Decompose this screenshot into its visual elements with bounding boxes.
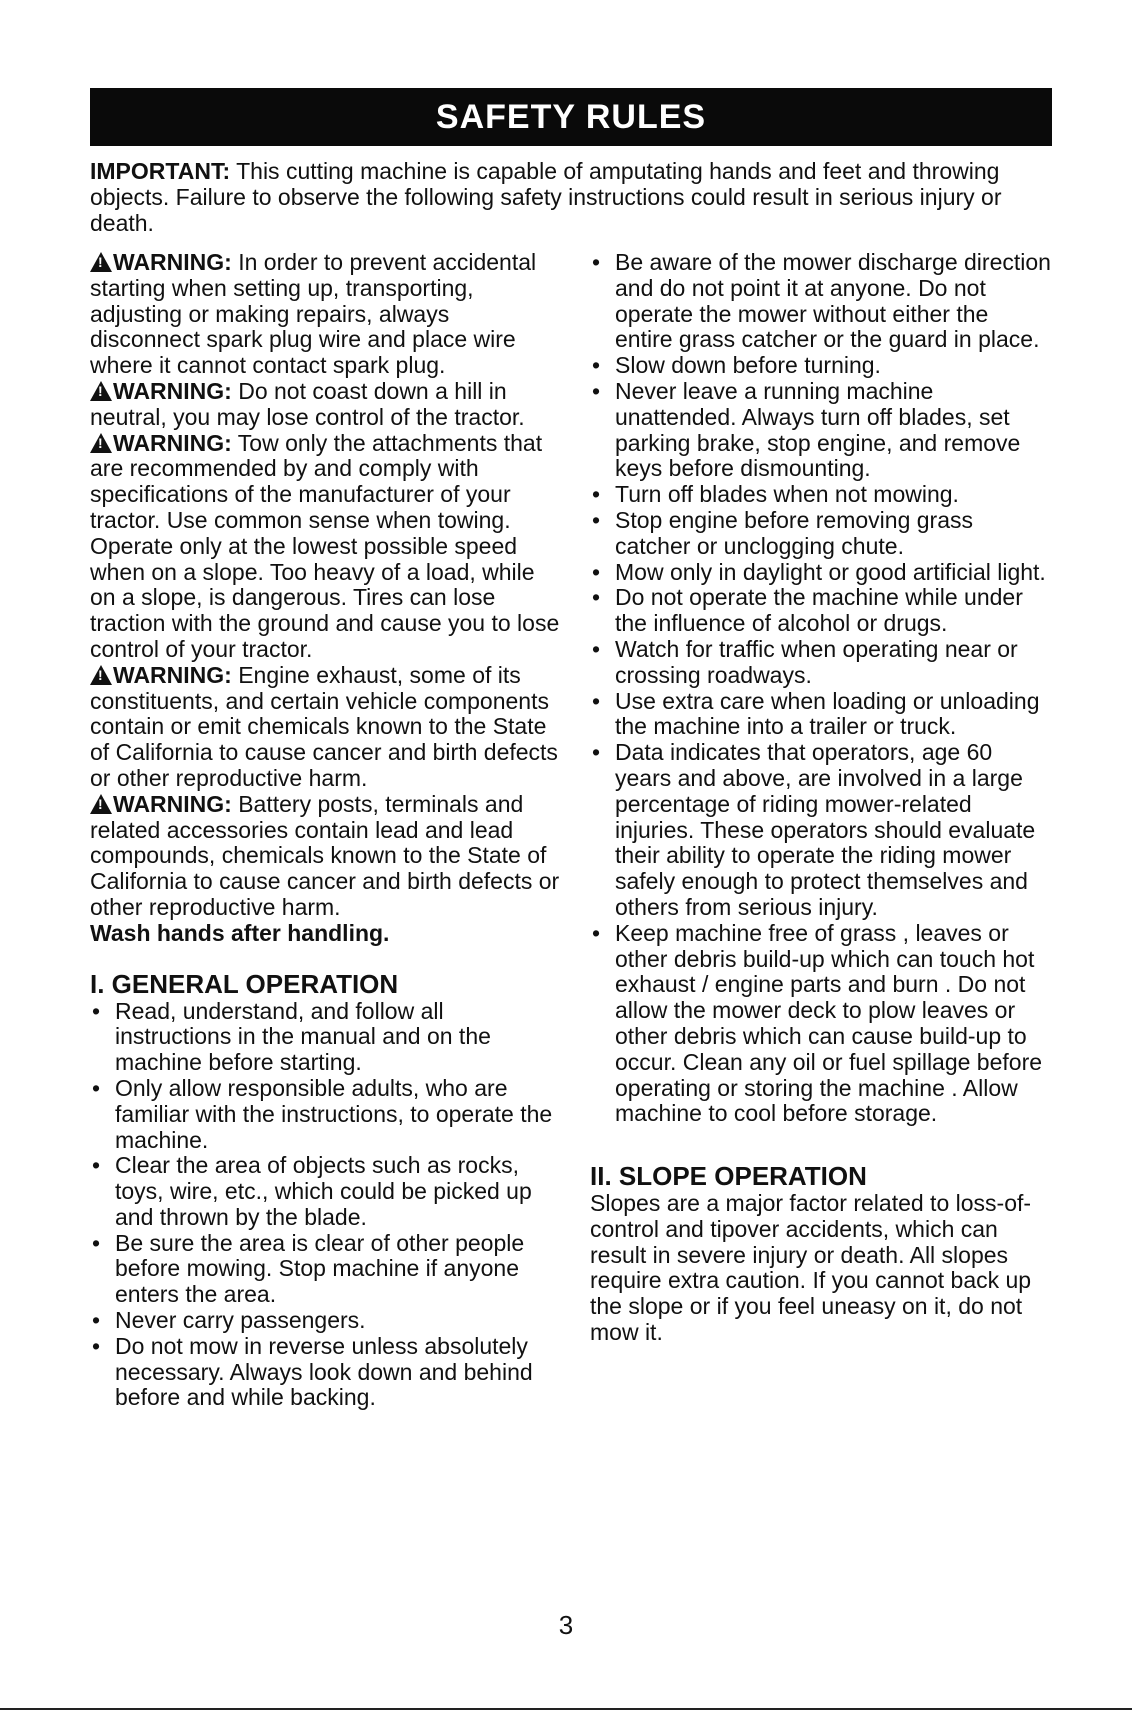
warning-triangle-icon	[90, 252, 112, 272]
warning-battery-lead	[90, 792, 560, 921]
list-item: • Only allow responsible adults, who are familiar with the instructions, to operate the machine.	[90, 1076, 560, 1153]
warning-text: Battery posts, terminals and related accessories contain lead and lead compounds, chemicals known to the State of California to cause cancer and birth defects or other reproductive harm.	[90, 790, 560, 920]
general-operation-list-left	[90, 999, 560, 1412]
warning-triangle-icon	[90, 794, 112, 814]
warning-text: Engine exhaust, some of its constituents, and certain vehicle components contain or emit chemicals known to the State of California to cause cancer and birth defects or other reproductive harm.	[90, 661, 558, 791]
slope-operation-heading: II. SLOPE OPERATION	[590, 1161, 867, 1192]
safety-rules-banner	[90, 88, 1052, 146]
warning-text: In order to prevent accidental starting when setting up, transporting, adjusting or making repairs, always disconnect spark plug wire and place wire where it cannot contact spark plug.	[90, 249, 537, 379]
warning-spark-plug	[90, 250, 560, 379]
warning-triangle-icon	[90, 381, 112, 401]
important-notice	[90, 158, 1050, 236]
wash-hands-notice: Wash hands after handling.	[90, 919, 390, 946]
warning-label: WARNING:	[113, 429, 232, 456]
warning-label: WARNING:	[113, 377, 232, 404]
left-column	[90, 250, 560, 1411]
warning-label: WARNING:	[113, 249, 232, 275]
list-item: • Use extra care when loading or unloading the machine into a trailer or truck.	[590, 689, 1052, 741]
page-title: SAFETY RULES	[435, 97, 707, 136]
list-item: • Stop engine before removing grass catcher or unclogging chute.	[590, 508, 1052, 560]
warning-coast-downhill	[90, 379, 560, 431]
important-text: This cutting machine is capable of amputating hands and feet and throwing objects. Failure to observe the following safety instructions could result in serious injury or death.	[90, 158, 1002, 236]
warning-towing	[90, 431, 560, 663]
list-item: • Do not operate the machine while under the influence of alcohol or drugs.	[590, 585, 1052, 637]
list-item: • Read, understand, and follow all instructions in the manual and on the machine before starting.	[90, 999, 560, 1076]
warning-engine-exhaust	[90, 663, 560, 792]
warning-label: WARNING:	[113, 661, 232, 688]
warning-text: Do not coast down a hill in neutral, you may lose control of the tractor.	[90, 377, 525, 430]
list-item: • Turn off blades when not mowing.	[590, 482, 1052, 508]
warning-label: WARNING:	[113, 790, 232, 817]
list-item: • Never carry passengers.	[90, 1308, 560, 1334]
right-column	[590, 250, 1052, 1346]
list-item: • Clear the area of objects such as rocks, toys, wire, etc., which could be picked up and thrown by the blade.	[90, 1153, 560, 1230]
list-item: • Mow only in daylight or good artificial light.	[590, 560, 1052, 586]
warning-triangle-icon	[90, 665, 112, 685]
list-item: • Watch for traffic when operating near or crossing roadways.	[590, 637, 1052, 689]
list-item: • Slow down before turning.	[590, 353, 1052, 379]
important-label: IMPORTANT:	[90, 158, 231, 184]
page-number: 3	[558, 1610, 574, 1640]
slope-operation-text: Slopes are a major factor related to loss-of-control and tipover accidents, which can result in severe injury or death. All slopes require extra caution. If you cannot back up the slope or if you feel uneasy on it, do not mow it.	[590, 1190, 1032, 1346]
warning-triangle-icon	[90, 433, 112, 453]
bottom-divider	[0, 1708, 1132, 1710]
list-item: • Data indicates that operators, age 60 years and above, are involved in a large percentage of riding mower-related injuries. These operators should evaluate their ability to operate the riding mower safely enough to protect themselves and others from serious injury.	[590, 740, 1052, 921]
warning-text: Tow only the attachments that are recommended by and comply with specifications of the manufacturer of your tractor. Use common sense when towing. Operate only at the lowest possible speed when on a slope. Too heavy of a load, while on a slope, is dangerous. Tires can lose traction with the ground and cause you to lose control of your tractor.	[90, 429, 560, 662]
general-operation-heading: I. GENERAL OPERATION	[90, 968, 399, 999]
list-item: • Never leave a running machine unattended. Always turn off blades, set parking brake, stop engine, and remove keys before dismounting.	[590, 379, 1052, 482]
list-item: • Do not mow in reverse unless absolutely necessary. Always look down and behind before and while backing.	[90, 1334, 560, 1411]
list-item: • Be sure the area is clear of other people before mowing. Stop machine if anyone enters the area.	[90, 1231, 560, 1308]
list-item: • Be aware of the mower discharge direction and do not point it at anyone. Do not operate the mower without either the entire grass catcher or the guard in place.	[590, 250, 1052, 353]
general-operation-list-right	[590, 250, 1052, 1127]
list-item: • Keep machine free of grass , leaves or other debris build-up which can touch hot exhaust / engine parts and burn . Do not allow the mower deck to plow leaves or other debris which can cause build-up to occur. Clean any oil or fuel spillage before operating or storing the machine . Allow machine to cool before storage.	[590, 921, 1052, 1127]
